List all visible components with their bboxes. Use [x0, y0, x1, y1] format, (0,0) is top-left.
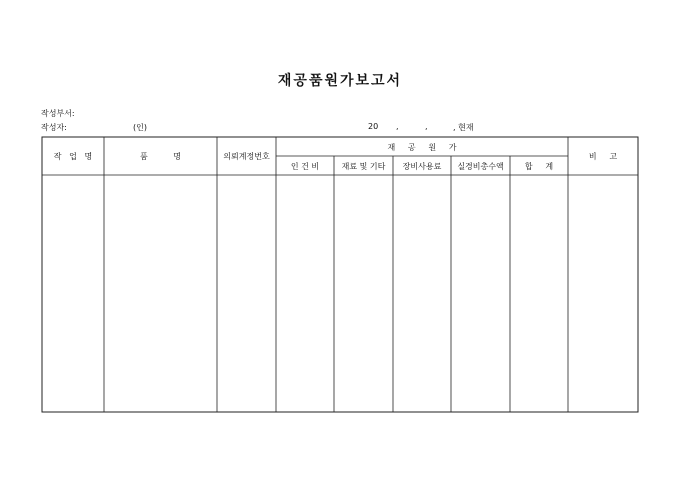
header-item-name: 품 명: [140, 152, 181, 161]
subheader-labor: 인 건 비: [290, 162, 320, 171]
header-remarks: 비 고: [588, 152, 618, 161]
header-order-number: 의뢰계정번호: [223, 152, 270, 161]
author-label: 작성자:: [41, 123, 67, 132]
date-suffix: , 현재: [453, 123, 474, 132]
subheader-equipment: 장비사용료: [402, 162, 442, 171]
date-year-prefix: 20: [368, 122, 379, 131]
subheader-total: 합 계: [524, 162, 554, 171]
header-cost-group: 재 공 원 가: [387, 143, 457, 152]
dept-label: 작성부서:: [41, 109, 75, 118]
subheader-material: 재료 및 기타: [341, 162, 386, 171]
seal-label: (인): [133, 123, 147, 132]
date-separator: ,: [396, 122, 399, 131]
header-work-name: 작 업 명: [53, 152, 93, 161]
subheader-overhead: 실경비총수액: [457, 162, 504, 171]
document-title: 재공품원가보고서: [277, 73, 403, 89]
date-separator: ,: [425, 122, 428, 131]
